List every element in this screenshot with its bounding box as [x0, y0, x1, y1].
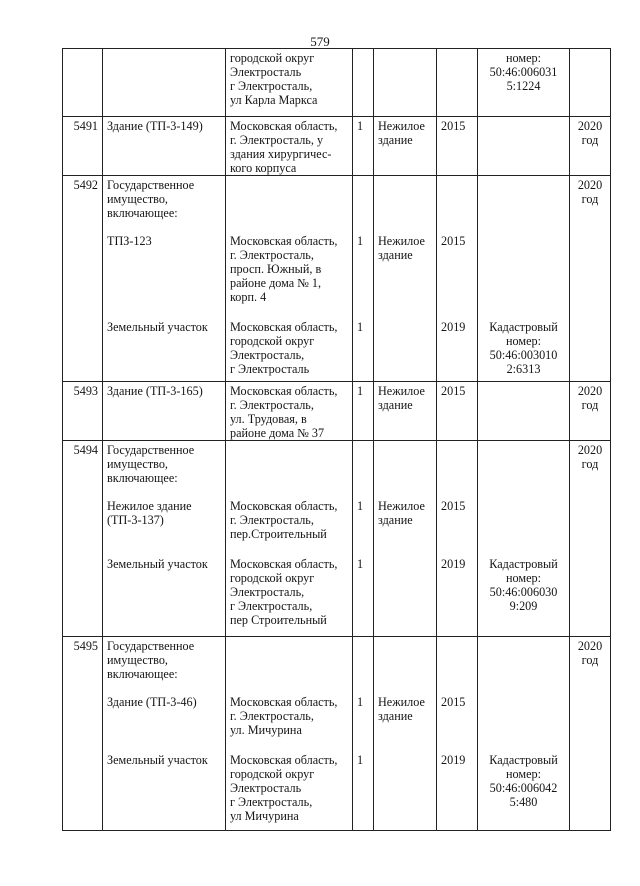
object-purpose-cell	[374, 637, 437, 831]
object-year-cell	[437, 382, 478, 441]
cadastral-number	[482, 119, 565, 175]
row-number-cell	[63, 49, 103, 117]
row-number-cell	[63, 382, 103, 441]
object-name-cell	[103, 49, 226, 117]
object-year: 2019	[441, 320, 466, 334]
row-number: 5492	[73, 178, 98, 192]
object-purpose-cell	[374, 441, 437, 637]
row-number: 5491	[73, 119, 98, 133]
object-purpose	[378, 557, 432, 627]
cadastral-number-cell	[478, 637, 570, 831]
object-purpose-cell	[374, 382, 437, 441]
registration-year: 2020 год	[577, 384, 603, 412]
object-year: 2019	[441, 557, 466, 571]
table-body	[63, 49, 611, 831]
object-quantity: 1	[357, 753, 364, 767]
object-quantity: 1	[357, 119, 364, 133]
object-address-cell	[226, 382, 353, 441]
cadastral-number-cell	[478, 441, 570, 637]
object-year-cell	[437, 117, 478, 176]
registration-year-cell	[570, 117, 611, 176]
object-year	[441, 51, 473, 107]
cadastral-number: Кадастровый номер: 50:46:006042 5:480	[489, 753, 558, 809]
object-purpose-cell	[374, 176, 437, 382]
object-quantity: 1	[357, 320, 364, 334]
table-row	[63, 176, 611, 382]
registration-year-cell	[570, 176, 611, 382]
object-address: Московская область, г. Электросталь, у здания хирургичес- кого корпуса	[230, 119, 338, 175]
object-name-cell	[103, 441, 226, 637]
object-year: 2015	[441, 119, 466, 133]
cadastral-number: Кадастровый номер: 50:46:003010 2:6313	[489, 320, 558, 376]
object-quantity-cell	[353, 441, 374, 637]
row-number-cell	[63, 117, 103, 176]
object-address: Московская область, г. Электросталь, просп. Южный, в районе дома № 1, корп. 4	[230, 234, 338, 304]
object-name-cell	[103, 117, 226, 176]
object-address: Московская область, городской округ Электросталь г Электросталь, ул Мичурина	[230, 753, 338, 823]
page-number: 579	[310, 34, 330, 49]
object-quantity: 1	[357, 384, 364, 398]
registration-year: 2020 год	[577, 178, 603, 206]
composite-header: Государственное имущество, включающее:	[107, 639, 195, 681]
row-number-cell	[63, 441, 103, 637]
object-name: Нежилое здание (ТП-3-137)	[107, 499, 192, 527]
registration-year-cell	[570, 441, 611, 637]
object-purpose	[378, 320, 432, 376]
object-address: Московская область, г. Электросталь, ул. Мичурина	[230, 695, 338, 737]
object-year: 2019	[441, 753, 466, 767]
cadastral-number	[482, 234, 565, 304]
object-purpose: Нежилое здание	[378, 234, 425, 262]
object-name	[107, 51, 221, 107]
cadastral-number	[482, 499, 565, 541]
object-address: Московская область, г. Электросталь, ул. Трудовая, в районе дома № 37	[230, 384, 338, 440]
object-name-cell	[103, 176, 226, 382]
object-year-cell	[437, 176, 478, 382]
object-address-cell	[226, 49, 353, 117]
row-number-cell	[63, 637, 103, 831]
row-number: 5493	[73, 384, 98, 398]
property-register-table	[62, 48, 611, 831]
object-name: Земельный участок	[107, 753, 208, 767]
object-quantity-cell	[353, 49, 374, 117]
composite-header: Государственное имущество, включающее:	[107, 443, 195, 485]
object-name: ТПЗ-123	[107, 234, 152, 248]
cadastral-number-cell	[478, 49, 570, 117]
registration-year-cell	[570, 49, 611, 117]
cadastral-number: Кадастровый номер: 50:46:006030 9:209	[489, 557, 558, 613]
object-purpose	[378, 753, 432, 823]
object-quantity-cell	[353, 117, 374, 176]
cadastral-number	[482, 384, 565, 440]
registration-year: 2020 год	[577, 119, 603, 147]
object-quantity: 1	[357, 695, 364, 709]
object-purpose-cell	[374, 117, 437, 176]
object-year: 2015	[441, 234, 466, 248]
object-year: 2015	[441, 384, 466, 398]
object-quantity-cell	[353, 637, 374, 831]
registration-year-cell	[570, 382, 611, 441]
object-purpose: Нежилое здание	[378, 695, 425, 723]
table-row	[63, 117, 611, 176]
cadastral-number-cell	[478, 382, 570, 441]
object-name: Здание (ТП-3-149)	[107, 119, 203, 133]
cadastral-number-cell	[478, 117, 570, 176]
object-address: Московская область, городской округ Электросталь, г Электросталь	[230, 320, 338, 376]
object-year: 2015	[441, 695, 466, 709]
object-address-cell	[226, 176, 353, 382]
object-purpose: Нежилое здание	[378, 384, 425, 412]
table-row	[63, 441, 611, 637]
object-name: Земельный участок	[107, 320, 208, 334]
cadastral-number	[482, 695, 565, 737]
object-quantity: 1	[357, 234, 364, 248]
cadastral-number-cell	[478, 176, 570, 382]
object-year-cell	[437, 441, 478, 637]
row-number: 5494	[73, 443, 98, 457]
object-quantity	[357, 51, 369, 107]
object-address-cell	[226, 117, 353, 176]
object-quantity: 1	[357, 557, 364, 571]
object-name: Земельный участок	[107, 557, 208, 571]
object-address-cell	[226, 441, 353, 637]
cadastral-number: номер: 50:46:006031 5:1224	[489, 51, 558, 93]
registration-year: 2020 год	[577, 443, 603, 471]
composite-header: Государственное имущество, включающее:	[107, 178, 195, 220]
object-name: Здание (ТП-3-46)	[107, 695, 197, 709]
object-name-cell	[103, 637, 226, 831]
table-row	[63, 637, 611, 831]
object-quantity-cell	[353, 382, 374, 441]
table-row	[63, 49, 611, 117]
object-purpose: Нежилое здание	[378, 499, 425, 527]
registration-year: 2020 год	[577, 639, 603, 667]
object-year-cell	[437, 49, 478, 117]
registration-year-cell	[570, 637, 611, 831]
row-number-cell	[63, 176, 103, 382]
object-name-cell	[103, 382, 226, 441]
object-quantity-cell	[353, 176, 374, 382]
object-address: городской округ Электросталь г Электросталь, ул Карла Маркса	[230, 51, 318, 107]
object-purpose-cell	[374, 49, 437, 117]
object-purpose	[378, 51, 432, 107]
object-year: 2015	[441, 499, 466, 513]
object-year-cell	[437, 637, 478, 831]
object-address-cell	[226, 637, 353, 831]
row-number: 5495	[73, 639, 98, 653]
object-quantity: 1	[357, 499, 364, 513]
object-name: Здание (ТП-3-165)	[107, 384, 203, 398]
object-address: Московская область, городской округ Электросталь, г Электросталь, пер Строительный	[230, 557, 338, 627]
object-purpose: Нежилое здание	[378, 119, 425, 147]
table-row	[63, 382, 611, 441]
object-address: Московская область, г. Электросталь, пер.Строительный	[230, 499, 338, 541]
